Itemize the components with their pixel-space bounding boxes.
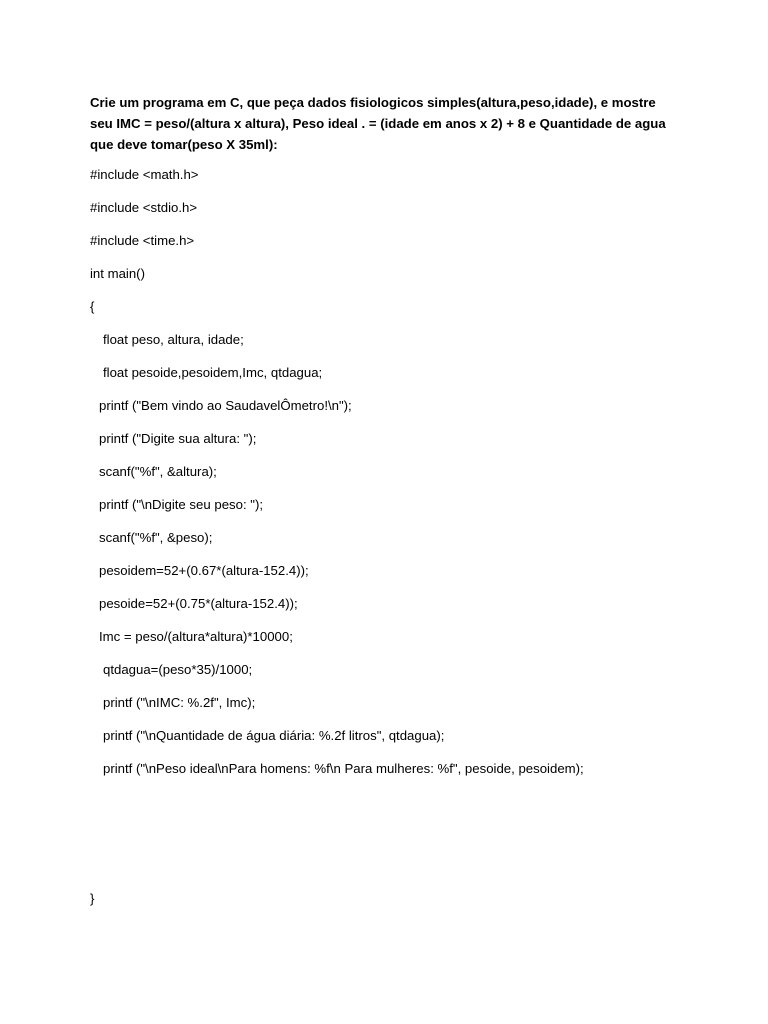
code-line-printf-height: printf ("Digite sua altura: ");	[99, 431, 257, 446]
code-line-pesoide: pesoide=52+(0.75*(altura-152.4));	[99, 596, 298, 611]
code-line-include-time: #include <time.h>	[90, 233, 195, 248]
code-line-float-decl-1: float peso, altura, idade;	[103, 332, 244, 347]
code-line-scanf-height: scanf("%f", &altura);	[99, 464, 217, 479]
code-line-include-stdio: #include <stdio.h>	[90, 200, 198, 215]
code-line-imc: Imc = peso/(altura*altura)*10000;	[99, 629, 293, 644]
code-line-open-brace: {	[90, 299, 95, 314]
code-line-printf-ideal-weight: printf ("\nPeso ideal\nPara homens: %f\n Para mulheres: %f", pesoide, pesoidem);	[103, 761, 584, 776]
code-line-printf-water: printf ("\nQuantidade de água diária: %.2f litros", qtdagua);	[103, 728, 445, 743]
exercise-prompt: Crie um programa em C, que peça dados fisiologicos simples(altura,peso,idade), e mostre seu IMC = peso/(altura x altura), Peso ideal . = (idade em anos x 2) + 8 e Quantidade de agua que deve tomar(peso X 35ml):	[90, 95, 666, 152]
code-line-qtdagua: qtdagua=(peso*35)/1000;	[103, 662, 253, 677]
code-line-printf-welcome: printf ("Bem vindo ao SaudavelÔmetro!\n");	[99, 398, 352, 413]
code-line-include-math: #include <math.h>	[90, 167, 199, 182]
code-line-pesoidem: pesoidem=52+(0.67*(altura-152.4));	[99, 563, 309, 578]
code-line-scanf-weight: scanf("%f", &peso);	[99, 530, 213, 545]
code-line-printf-weight: printf ("\nDigite seu peso: ");	[99, 497, 264, 512]
code-line-close-brace: }	[90, 891, 95, 906]
code-line-main-signature: int main()	[90, 266, 145, 281]
code-line-float-decl-2: float pesoide,pesoidem,Imc, qtdagua;	[103, 365, 323, 380]
code-line-printf-imc: printf ("\nIMC: %.2f", Imc);	[103, 695, 256, 710]
